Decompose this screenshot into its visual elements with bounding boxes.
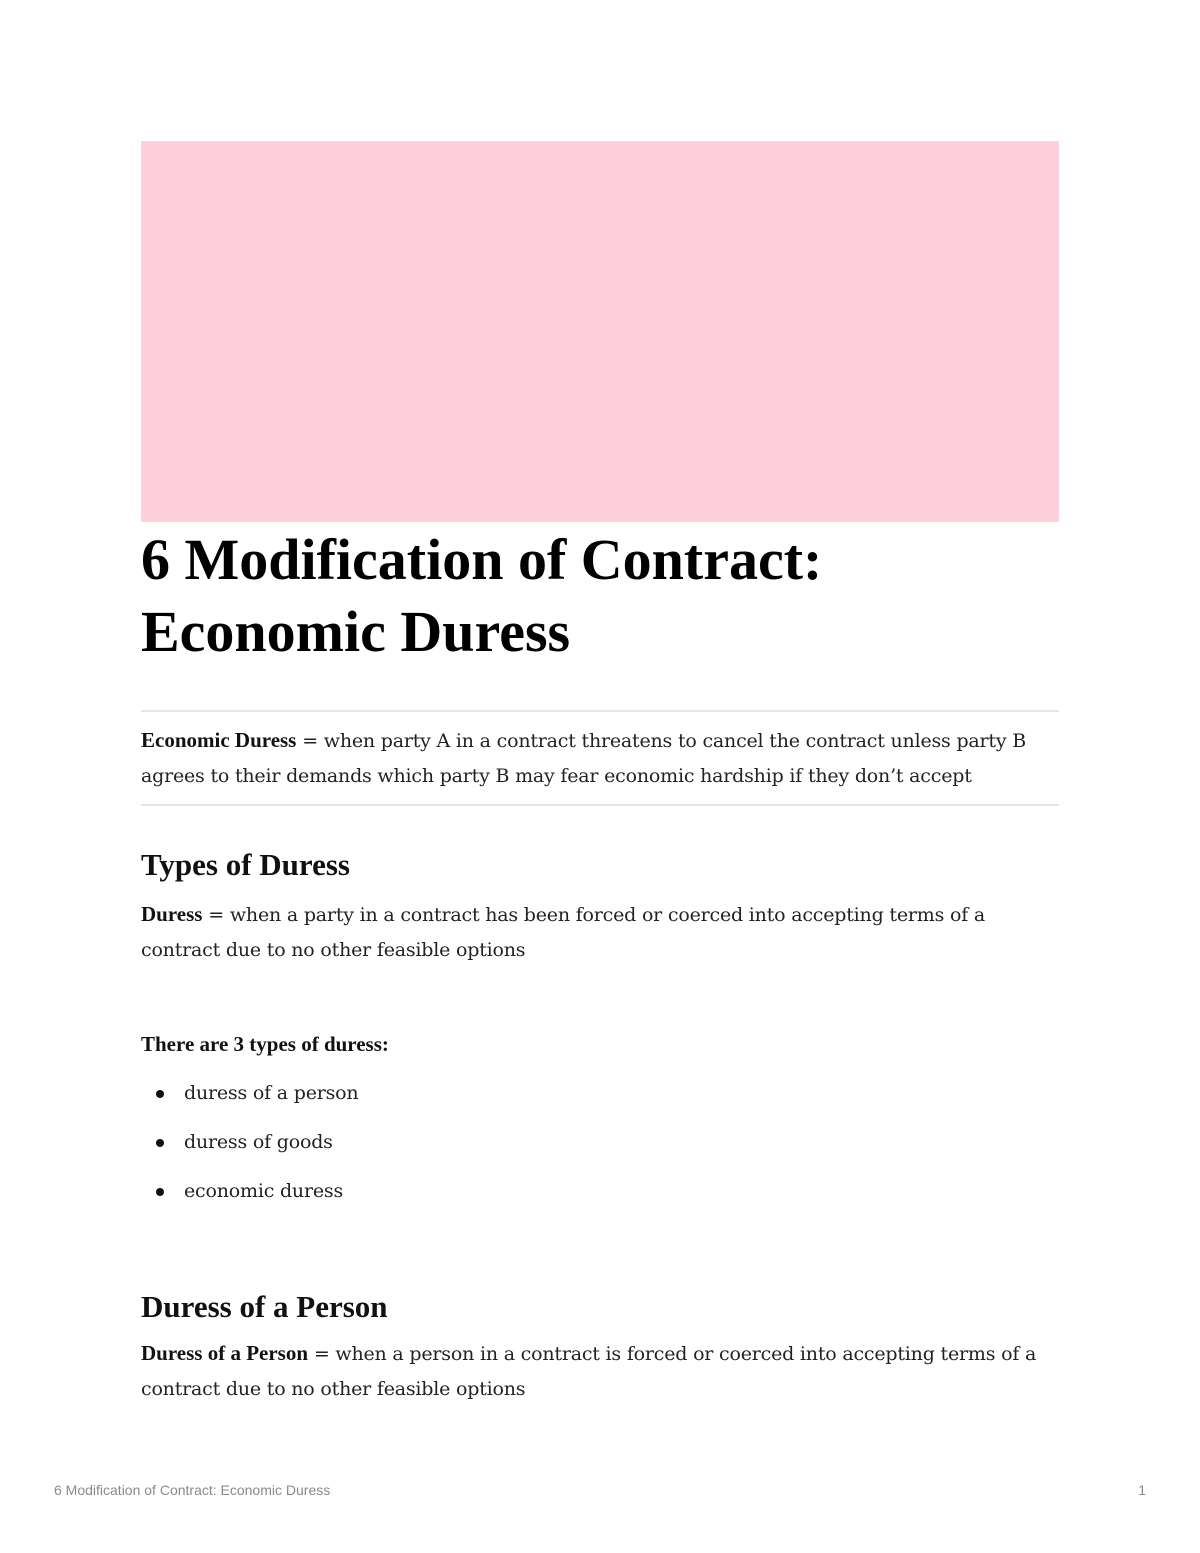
duress-text: = when a party in a contract has been forced or coerced into accepting terms of a contract due to no other feasible options — [141, 904, 985, 961]
page-title-line-2: Economic Duress — [141, 599, 571, 664]
duress-of-a-person-definition — [141, 1336, 1059, 1407]
definition-text: = when party A in a contract threatens to cancel the contract unless party B agrees to their demands which party B may fear economic hardship if they don’t accept — [141, 730, 1026, 787]
types-list-lead: There are 3 types of duress: — [141, 1032, 389, 1056]
types-of-duress-heading: Types of Duress — [141, 847, 350, 882]
bullet-icon — [156, 1139, 164, 1147]
economic-duress-definition — [141, 723, 1059, 794]
list-item — [141, 1125, 1059, 1174]
list-item-text: duress of goods — [184, 1131, 333, 1153]
list-item — [141, 1076, 1059, 1125]
duress-definition — [141, 897, 1059, 968]
callout-divider-top — [141, 710, 1059, 712]
cover-banner — [141, 141, 1059, 522]
page-title-line-1: 6 Modification of Contract: — [141, 527, 823, 592]
duress-types-list — [141, 1076, 1059, 1223]
list-item-text: duress of a person — [184, 1082, 359, 1104]
page-title — [141, 524, 1059, 668]
list-item-text: economic duress — [184, 1180, 344, 1202]
definition-term: Economic Duress — [141, 728, 297, 752]
duress-term: Duress — [141, 902, 203, 926]
duress-of-a-person-heading: Duress of a Person — [141, 1289, 388, 1324]
bullet-icon — [156, 1090, 164, 1098]
bullet-icon — [156, 1188, 164, 1196]
person-text: = when a person in a contract is forced or coerced into accepting terms of a contract due to no other feasible options — [141, 1343, 1037, 1400]
list-item — [141, 1174, 1059, 1223]
footer-document-title: 6 Modification of Contract: Economic Duress — [54, 1482, 331, 1498]
callout-divider-bottom — [141, 804, 1059, 806]
person-term: Duress of a Person — [141, 1341, 309, 1365]
footer-page-number: 1 — [1138, 1482, 1146, 1498]
